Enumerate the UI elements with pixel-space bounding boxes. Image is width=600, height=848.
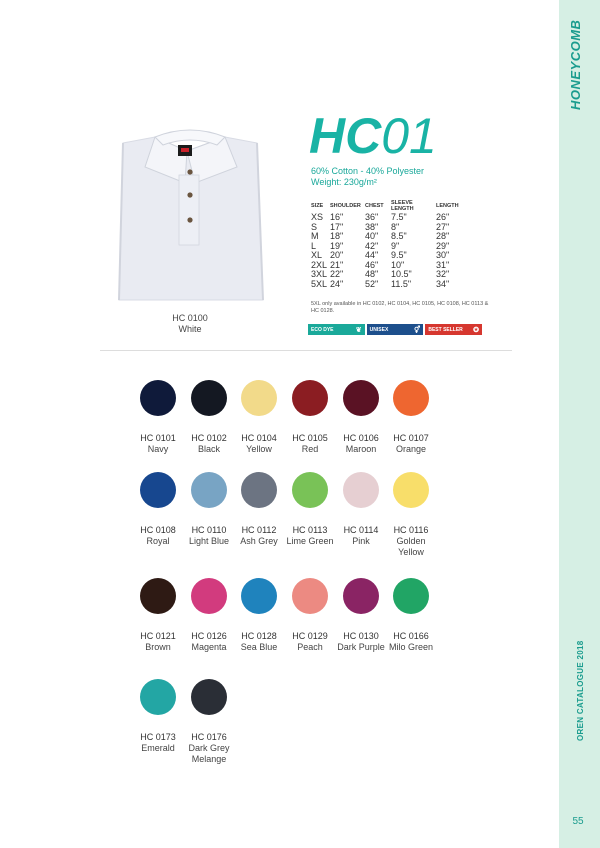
star-icon: ✪ <box>473 326 480 334</box>
size-cell: 19" <box>330 240 344 251</box>
size-cell: 24" <box>330 278 344 289</box>
size-cell: 10.5" <box>391 269 412 279</box>
color-swatch <box>231 578 287 653</box>
color-dot <box>191 578 227 614</box>
color-name: Lime Green <box>286 536 334 546</box>
color-swatch <box>231 472 287 547</box>
main-product-color: White <box>178 324 202 334</box>
color-name: Pink <box>352 536 370 546</box>
color-name: Yellow <box>246 444 272 454</box>
color-code: HC 0126 <box>191 631 227 641</box>
color-name: Black <box>197 444 220 454</box>
color-dot <box>241 472 277 508</box>
badge-best-seller <box>425 324 482 335</box>
polo-shirt-image <box>115 115 265 305</box>
size-cell: 26" <box>436 212 450 222</box>
size-cell: 46" <box>365 259 379 270</box>
size-header: SHOULDER <box>330 203 361 209</box>
color-swatch <box>181 380 237 455</box>
color-dot <box>241 380 277 416</box>
color-code: HC 0114 <box>343 525 379 535</box>
color-dot <box>393 472 429 508</box>
color-code: HC 0108 <box>140 525 176 535</box>
color-code: HC 0105 <box>292 433 328 443</box>
color-name: Dark Grey Melange <box>188 743 230 764</box>
color-name: Navy <box>147 444 169 454</box>
size-cell: 48" <box>365 269 379 279</box>
color-swatch <box>383 472 439 558</box>
color-code: HC 0101 <box>140 433 176 443</box>
size-cell: 3XL <box>311 269 328 279</box>
size-row <box>311 280 461 290</box>
color-dot <box>191 380 227 416</box>
main-product-caption <box>140 313 240 335</box>
color-name: Magenta <box>191 642 227 652</box>
main-product-code: HC 0100 <box>172 313 208 323</box>
size-cell: 27" <box>436 221 450 232</box>
size-cell: 7.5" <box>391 212 407 222</box>
material-composition: 60% Cotton - 40% Polyester <box>311 166 425 176</box>
color-code: HC 0121 <box>140 631 176 641</box>
badge-label: UNISEX <box>369 326 389 333</box>
color-dot <box>191 679 227 715</box>
size-cell: 17" <box>330 221 344 232</box>
size-cell: 30" <box>436 250 450 260</box>
size-header: SIZE <box>311 203 324 209</box>
color-dot <box>343 578 379 614</box>
color-dot <box>393 380 429 416</box>
color-code: HC 0106 <box>343 433 379 443</box>
size-cell: 34" <box>436 278 450 289</box>
catalogue-label: OREN CATALOGUE 2018 <box>576 640 585 741</box>
color-swatch <box>333 380 389 455</box>
gender-icon: ⚥ <box>414 326 421 334</box>
color-swatch <box>181 578 237 653</box>
size-cell: XS <box>311 212 324 222</box>
size-cell: M <box>311 231 319 241</box>
size-cell: 32" <box>436 269 450 279</box>
color-name: Ash Grey <box>240 536 278 546</box>
size-header: CHEST <box>365 203 384 209</box>
color-name: Brown <box>145 642 171 652</box>
color-dot <box>140 578 176 614</box>
size-cell: XL <box>311 250 323 260</box>
color-swatch <box>282 578 338 653</box>
color-code: HC 0128 <box>241 631 277 641</box>
leaf-icon: ❦ <box>355 326 362 334</box>
color-code: HC 0129 <box>292 631 328 641</box>
color-code: HC 0113 <box>292 525 328 535</box>
color-swatch <box>333 578 389 653</box>
size-cell: 42" <box>365 240 379 251</box>
color-name: Dark Purple <box>337 642 385 652</box>
size-cell: S <box>311 221 318 232</box>
size-cell: 52" <box>365 278 379 289</box>
color-dot <box>343 380 379 416</box>
color-dot <box>140 472 176 508</box>
color-dot <box>292 380 328 416</box>
size-cell: 28" <box>436 231 450 241</box>
badge-eco-dye <box>308 324 365 335</box>
color-dot <box>292 472 328 508</box>
size-cell: 20" <box>330 250 344 260</box>
availability-note: 5XL only available in HC 0102, HC 0104, HC 0105, HC 0108, HC 0113 & HC 0128. <box>311 301 489 314</box>
size-header: SLEEVE LENGTH <box>391 200 414 212</box>
color-name: Orange <box>395 444 427 454</box>
color-name: Golden Yellow <box>396 536 426 557</box>
color-dot <box>191 472 227 508</box>
color-code: HC 0102 <box>191 433 227 443</box>
color-code: HC 0176 <box>191 732 227 742</box>
material-info <box>311 166 424 188</box>
badge-unisex <box>367 324 424 335</box>
size-cell: L <box>311 240 317 251</box>
badge-label: ECO DYE <box>311 326 334 333</box>
size-cell: 9" <box>391 240 400 251</box>
color-name: Maroon <box>345 444 377 454</box>
color-name: Red <box>301 444 319 454</box>
size-header: LENGTH <box>436 203 459 209</box>
material-weight: Weight: 230g/m² <box>311 177 377 187</box>
size-cell: 8.5" <box>391 231 407 241</box>
color-swatch <box>181 679 237 765</box>
color-swatch <box>383 380 439 455</box>
size-cell: 10" <box>391 259 405 270</box>
section-divider <box>100 350 512 351</box>
color-code: HC 0104 <box>241 433 277 443</box>
title-number: 01 <box>381 108 437 164</box>
color-name: Emerald <box>141 743 175 753</box>
color-name: Milo Green <box>388 642 433 652</box>
color-swatch <box>181 472 237 547</box>
color-code: HC 0116 <box>393 525 429 535</box>
color-swatch <box>333 472 389 547</box>
color-dot <box>140 380 176 416</box>
size-cell: 8" <box>391 221 400 232</box>
size-cell: 36" <box>365 212 379 222</box>
color-swatch <box>130 578 186 653</box>
color-swatch <box>130 380 186 455</box>
color-dot <box>343 472 379 508</box>
size-cell: 9.5" <box>391 250 407 260</box>
color-name: Sea Blue <box>240 642 278 652</box>
color-dot <box>140 679 176 715</box>
color-swatch <box>282 380 338 455</box>
title-prefix: HC <box>309 108 382 164</box>
badge-label: BEST SELLER <box>428 326 463 333</box>
color-code: HC 0112 <box>241 525 277 535</box>
size-cell: 31" <box>436 259 450 270</box>
color-code: HC 0110 <box>191 525 227 535</box>
size-cell: 18" <box>330 231 344 241</box>
size-cell: 44" <box>365 250 379 260</box>
size-cell: 21" <box>330 259 344 270</box>
size-cell: 2XL <box>311 259 328 270</box>
color-code: HC 0173 <box>140 732 176 742</box>
brand-name: HONEYCOMB <box>568 19 583 110</box>
size-cell: 11.5" <box>391 278 412 289</box>
color-name: Light Blue <box>188 536 230 546</box>
color-swatch <box>231 380 287 455</box>
color-dot <box>292 578 328 614</box>
page-number: 55 <box>572 816 584 827</box>
color-code: HC 0130 <box>343 631 379 641</box>
color-code: HC 0166 <box>393 631 429 641</box>
product-title <box>309 108 437 164</box>
size-cell: 29" <box>436 240 450 251</box>
color-dot <box>241 578 277 614</box>
color-swatch <box>130 472 186 547</box>
size-cell: 38" <box>365 221 379 232</box>
color-swatch <box>130 679 186 754</box>
color-swatch <box>282 472 338 547</box>
color-code: HC 0107 <box>393 433 429 443</box>
size-chart <box>311 200 461 289</box>
size-cell: 5XL <box>311 278 328 289</box>
color-name: Peach <box>297 642 323 652</box>
color-swatch <box>383 578 439 653</box>
size-cell: 22" <box>330 269 344 279</box>
feature-badges <box>308 324 482 335</box>
color-name: Royal <box>146 536 170 546</box>
size-cell: 16" <box>330 212 344 222</box>
size-cell: 40" <box>365 231 379 241</box>
color-dot <box>393 578 429 614</box>
